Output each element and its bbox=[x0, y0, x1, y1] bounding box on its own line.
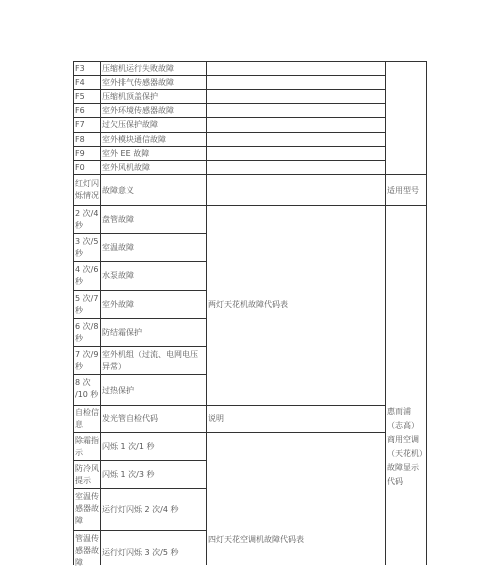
code-desc-cell: 室外环境传感器故障 bbox=[102, 106, 174, 115]
code-desc-cell: 室外排气传感器故障 bbox=[102, 78, 174, 87]
code-cell: F7 bbox=[75, 120, 85, 129]
code-desc-cell: 室外风机故障 bbox=[102, 163, 150, 172]
led-label-cell: 除霜指示 bbox=[75, 436, 99, 457]
table-border-left bbox=[73, 61, 74, 565]
table-border-right bbox=[426, 61, 427, 565]
code-cell: F3 bbox=[75, 64, 85, 73]
four-light-table-title: 四灯天花空调机故障代码表 bbox=[208, 535, 304, 544]
flash-count-cell: 7 次/9 秒 bbox=[75, 350, 99, 371]
code-cell: F6 bbox=[75, 106, 85, 115]
model-note: 惠而浦（志高）商用空调（天花机）故障显示代码 bbox=[387, 407, 423, 486]
led-label-cell: 防冷风提示 bbox=[75, 464, 99, 485]
flash-count-cell: 6 次/8 秒 bbox=[75, 322, 99, 343]
led-label-cell: 室温传感器故障 bbox=[75, 492, 99, 525]
row-line bbox=[73, 374, 206, 375]
led-meaning-cell: 运行灯闪烁 2 次/4 秒 bbox=[102, 505, 179, 514]
code-cell: F5 bbox=[75, 92, 85, 101]
row-line bbox=[73, 346, 206, 347]
led-meaning-cell: 闪烁 1 次/3 秒 bbox=[102, 470, 155, 479]
flash-count-cell: 4 次/6 秒 bbox=[75, 265, 99, 286]
row-line bbox=[73, 290, 206, 291]
code-desc-cell: 压缩机运行失败故障 bbox=[102, 64, 174, 73]
led-label-cell: 管温传感器故障 bbox=[75, 534, 99, 567]
flash-count-cell: 3 次/5 秒 bbox=[75, 237, 99, 258]
self-check-meaning: 发光管自检代码 bbox=[102, 414, 158, 423]
flash-meaning-cell: 室外机组（过流、电网电压异常） bbox=[102, 350, 198, 371]
flash-count-cell: 5 次/7 秒 bbox=[75, 294, 99, 315]
led-meaning-cell: 运行灯闪烁 3 次/5 秒 bbox=[102, 548, 179, 557]
row-line bbox=[73, 488, 206, 489]
header-flash: 红灯闪烁情况 bbox=[75, 179, 99, 200]
row-line bbox=[73, 233, 206, 234]
row-line bbox=[73, 530, 206, 531]
code-desc-cell: 压缩机顶盖保护 bbox=[102, 92, 158, 101]
row-line bbox=[73, 460, 206, 461]
row-line bbox=[73, 432, 385, 433]
row-line bbox=[73, 405, 385, 406]
self-check-note: 说明 bbox=[208, 414, 224, 423]
flash-meaning-cell: 过热保护 bbox=[102, 386, 134, 395]
two-light-table-title: 两灯天花机故障代码表 bbox=[208, 300, 288, 309]
code-desc-cell: 过欠压保护故障 bbox=[102, 120, 158, 129]
flash-meaning-cell: 水泵故障 bbox=[102, 271, 134, 280]
flash-meaning-cell: 盘管故障 bbox=[102, 215, 134, 224]
header-meaning: 故障意义 bbox=[102, 186, 134, 195]
table-divider-3 bbox=[385, 61, 386, 565]
table-divider-2 bbox=[206, 61, 207, 565]
row-line bbox=[73, 261, 206, 262]
self-check-label: 自检信息 bbox=[75, 408, 99, 429]
code-cell: F9 bbox=[75, 149, 85, 158]
flash-meaning-cell: 防结霜保护 bbox=[102, 328, 142, 337]
led-meaning-cell: 闪烁 1 次/1 秒 bbox=[102, 442, 155, 451]
header-model: 适用型号 bbox=[387, 186, 419, 195]
code-cell: F8 bbox=[75, 135, 85, 144]
table-divider-1 bbox=[100, 61, 101, 565]
code-cell: F4 bbox=[75, 78, 85, 87]
row-line bbox=[73, 174, 426, 175]
flash-meaning-cell: 室外故障 bbox=[102, 300, 134, 309]
flash-count-cell: 2 次/4 秒 bbox=[75, 209, 99, 230]
flash-count-cell: 8 次 /10 秒 bbox=[75, 378, 99, 399]
flash-meaning-cell: 室温故障 bbox=[102, 243, 134, 252]
row-line bbox=[73, 318, 206, 319]
code-desc-cell: 室外 EE 故障 bbox=[102, 149, 150, 158]
row-line bbox=[73, 205, 426, 206]
code-desc-cell: 室外模块通信故障 bbox=[102, 135, 166, 144]
code-cell: F0 bbox=[75, 163, 85, 172]
